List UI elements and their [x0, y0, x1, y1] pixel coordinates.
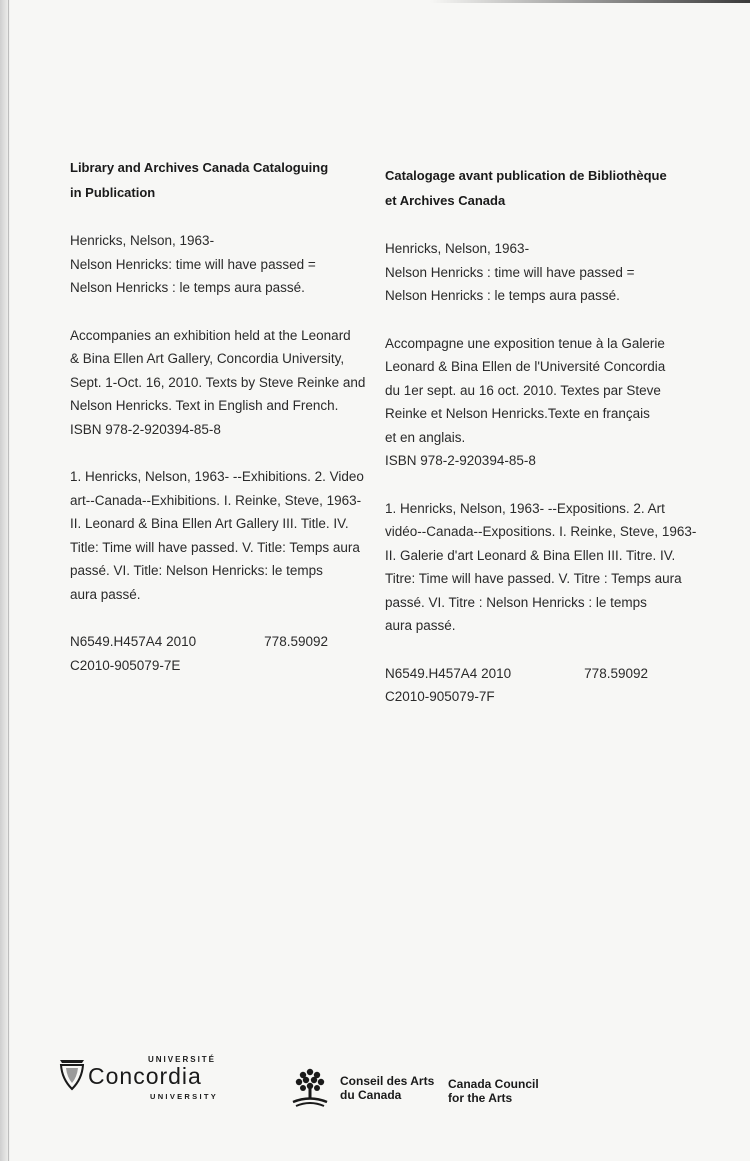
concordia-logo-name: Concordia [88, 1063, 202, 1089]
text-line: art--Canada--Exhibitions. I. Reinke, Steve, 1963- [70, 492, 362, 508]
text-line: Canada Council [448, 1077, 539, 1091]
text-line: for the Arts [448, 1091, 513, 1105]
concordia-logo-top: UNIVERSITÉ [148, 1055, 217, 1064]
cip-heading [385, 163, 695, 213]
control-number: C2010-905079-7E [70, 657, 181, 673]
text-line: Sept. 1-Oct. 16, 2010. Texts by Steve Reinke and [70, 374, 366, 390]
text-line: Nelson Henricks: time will have passed = [70, 256, 316, 272]
text-line: Titre: Time will have passed. V. Titre : Temps aura [385, 571, 682, 586]
text-line: Henricks, Nelson, 1963- [385, 241, 530, 256]
text-line: Leonard & Bina Ellen de l'Université Concordia [385, 359, 666, 374]
subjects-block [70, 465, 370, 606]
author-block [70, 229, 370, 300]
text-line: Accompanies an exhibition held at the Leonard [70, 327, 351, 343]
notes-block [70, 324, 370, 442]
text-line: Reinke et Nelson Henricks.Texte en français [385, 406, 650, 421]
cip-english-column [70, 155, 370, 677]
subjects-block [385, 497, 695, 638]
heading-line: Catalogage avant publication de Bibliothèque [385, 168, 667, 183]
text-line: Nelson Henricks : le temps aura passé. [70, 280, 305, 295]
text-line: 1. Henricks, Nelson, 1963- --Exhibitions. 2. Video [70, 469, 364, 484]
text-line: aura passé. [70, 586, 141, 602]
dewey-number: 778.59092 [264, 634, 328, 649]
text-line: du Canada [340, 1088, 402, 1102]
text-line: et en anglais. [385, 429, 466, 445]
dewey-number: 778.59092 [584, 665, 648, 681]
text-line: vidéo--Canada--Expositions. I. Reinke, Steve, 1963- [385, 524, 697, 539]
text-line: 1. Henricks, Nelson, 1963- --Expositions. 2. Art [385, 500, 665, 516]
control-number: C2010-905079-7F [385, 689, 495, 704]
concordia-logo [58, 1055, 238, 1105]
concordia-shield-icon [58, 1057, 86, 1091]
isbn: ISBN 978-2-920394-85-8 [70, 421, 221, 437]
canada-council-tree-icon [290, 1066, 330, 1108]
text-line: passé. VI. Title: Nelson Henricks: le temps [70, 563, 323, 578]
text-line: Henricks, Nelson, 1963- [70, 233, 215, 248]
text-line: II. Leonard & Bina Ellen Art Gallery III. Title. IV. [70, 516, 349, 531]
heading-line: et Archives Canada [385, 193, 506, 208]
lc-class-number: N6549.H457A4 2010 [70, 634, 197, 649]
author-block [385, 237, 695, 308]
cip-french-column [385, 163, 695, 709]
text-line: Nelson Henricks : time will have passed = [385, 264, 635, 280]
text-line: Accompagne une exposition tenue à la Galerie [385, 335, 665, 351]
heading-line: in Publication [70, 185, 156, 200]
scan-top-edge [430, 0, 750, 3]
classification-block [70, 630, 370, 677]
isbn: ISBN 978-2-920394-85-8 [385, 453, 536, 468]
page-edge-line [8, 0, 9, 1161]
text-line: aura passé. [385, 618, 456, 633]
text-line: passé. VI. Titre : Nelson Henricks : le temps [385, 594, 647, 610]
lc-class-number: N6549.H457A4 2010 [385, 665, 512, 681]
text-line: du 1er sept. au 16 oct. 2010. Textes par Steve [385, 382, 661, 398]
text-line: Nelson Henricks. Text in English and French. [70, 398, 339, 413]
notes-block [385, 332, 695, 473]
text-line: Title: Time will have passed. V. Title: Temps aura [70, 539, 360, 555]
classification-block [385, 662, 695, 709]
text-line: & Bina Ellen Art Gallery, Concordia University, [70, 351, 345, 366]
canada-council-english-name [448, 1077, 539, 1105]
text-line: Conseil des Arts [340, 1074, 435, 1088]
text-line: Nelson Henricks : le temps aura passé. [385, 288, 620, 303]
canada-council-french-name [340, 1074, 434, 1102]
cip-heading [70, 155, 370, 205]
concordia-logo-bottom: UNIVERSITY [150, 1092, 219, 1101]
heading-line: Library and Archives Canada Cataloguing [70, 160, 329, 175]
text-line: II. Galerie d'art Leonard & Bina Ellen III. Titre. IV. [385, 547, 676, 563]
